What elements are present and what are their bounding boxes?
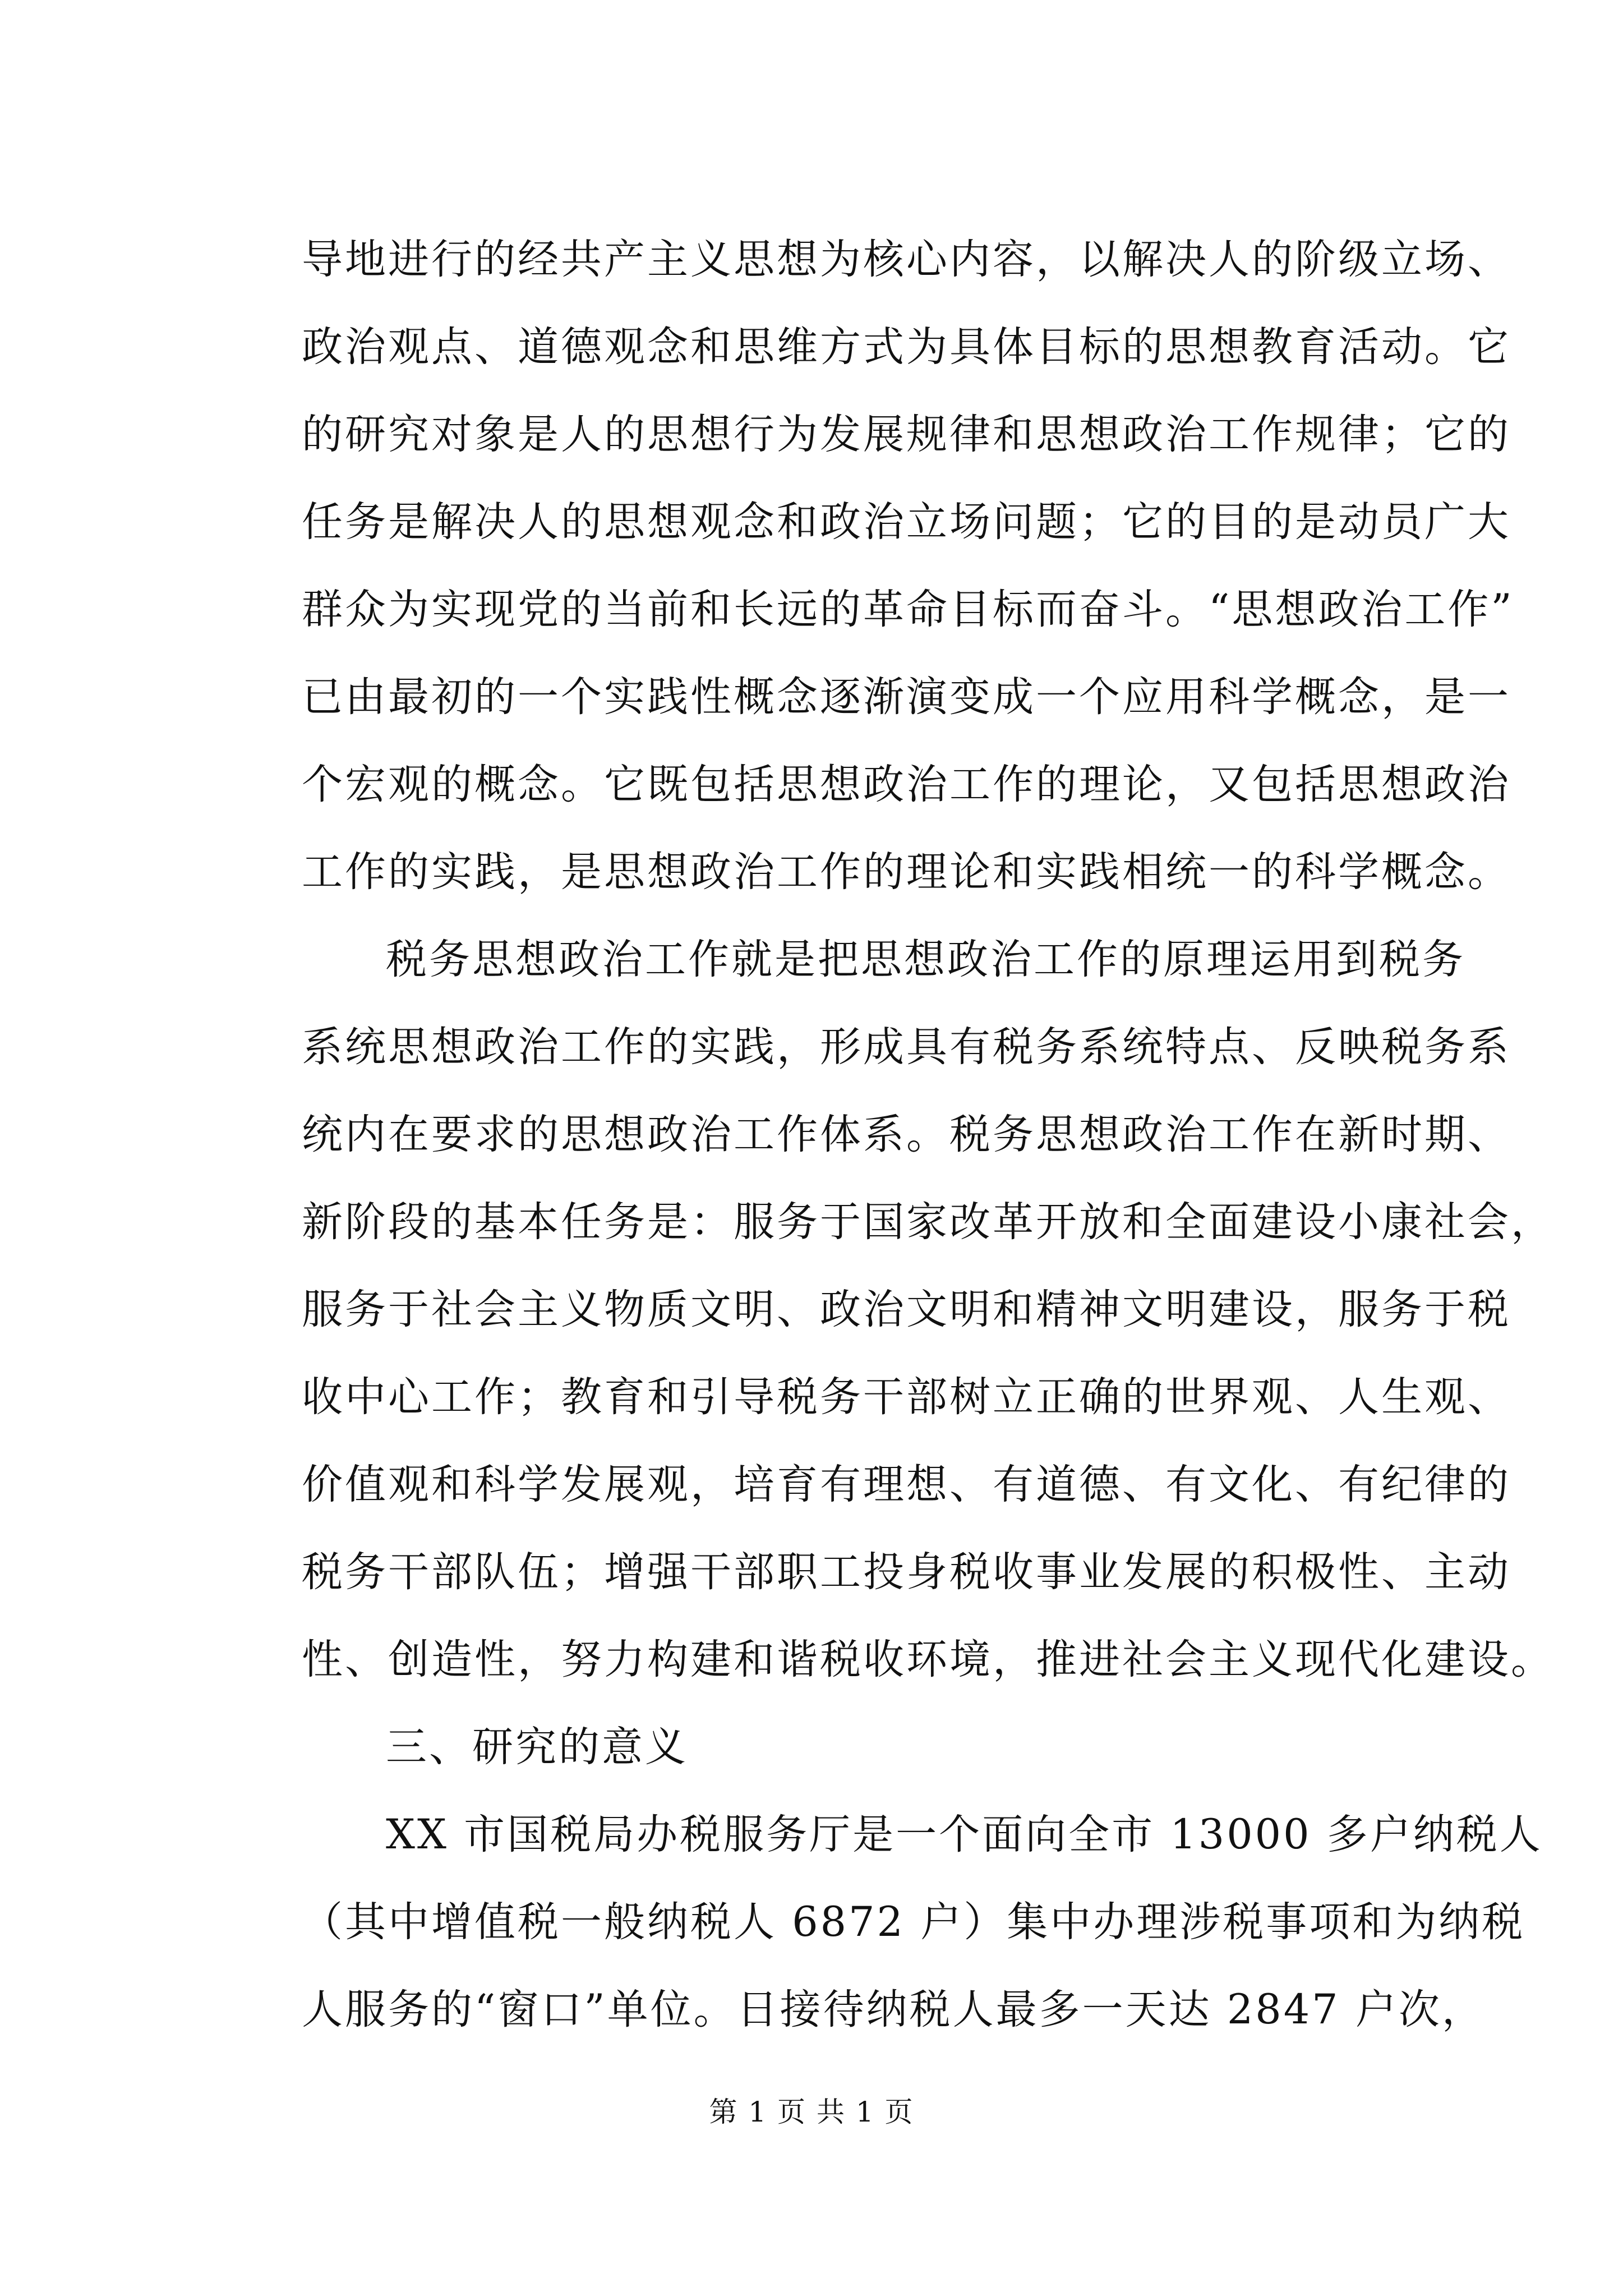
text-line: 群众为实现党的当前和长远的革命目标而奋斗。“思想政治工作” <box>302 586 1514 633</box>
text-line: 性、创造性，努力构建和谐税收环境，推进社会主义现代化建设。 <box>302 1636 1554 1683</box>
text-line: 人服务的“窗口”单位。日接待纳税人最多一天达 2847 户次， <box>302 1986 1485 2033</box>
text-line: 导地进行的经共产主义思想为核心内容，以解决人的阶级立场、 <box>302 236 1511 283</box>
text-line: 政治观点、道德观念和思维方式为具体目标的思想教育活动。它 <box>302 323 1511 371</box>
text-line: 个宏观的概念。它既包括思想政治工作的理论，又包括思想政治 <box>302 761 1511 808</box>
document-body <box>302 216 1554 2054</box>
paragraph-first-line: 税务思想政治工作就是把思想政治工作的原理运用到税务 <box>386 936 1465 983</box>
text-line: 工作的实践，是思想政治工作的理论和实践相统一的科学概念。 <box>302 848 1511 896</box>
page-number-footer: 第 1 页 共 1 页 <box>709 2096 914 2128</box>
text-line: 服务于社会主义物质文明、政治文明和精神文明建设，服务于税 <box>302 1286 1511 1333</box>
section-heading: 三、研究的意义 <box>386 1723 688 1771</box>
paragraph-first-line: XX 市国税局办税服务厅是一个面向全市 13000 多户纳税人 <box>386 1811 1543 1858</box>
text-line: 的研究对象是人的思想行为发展规律和思想政治工作规律；它的 <box>302 411 1511 458</box>
text-line: （其中增值税一般纳税人 6872 户）集中办理涉税事项和为纳税 <box>302 1898 1525 1946</box>
text-line: 统内在要求的思想政治工作体系。税务思想政治工作在新时期、 <box>302 1111 1511 1158</box>
text-line: 任务是解决人的思想观念和政治立场问题；它的目的是动员广大 <box>302 498 1511 546</box>
text-line: 价值观和科学发展观，培育有理想、有道德、有文化、有纪律的 <box>302 1461 1511 1508</box>
text-line: 系统思想政治工作的实践，形成具有税务系统特点、反映税务系 <box>302 1023 1511 1071</box>
text-line: 税务干部队伍；增强干部职工投身税收事业发展的积极性、主动 <box>302 1548 1511 1596</box>
text-line: 新阶段的基本任务是：服务于国家改革开放和全面建设小康社会， <box>302 1198 1554 1246</box>
text-line: 已由最初的一个实践性概念逐渐演变成一个应用科学概念，是一 <box>302 673 1511 721</box>
text-line: 收中心工作；教育和引导税务干部树立正确的世界观、人生观、 <box>302 1373 1511 1421</box>
